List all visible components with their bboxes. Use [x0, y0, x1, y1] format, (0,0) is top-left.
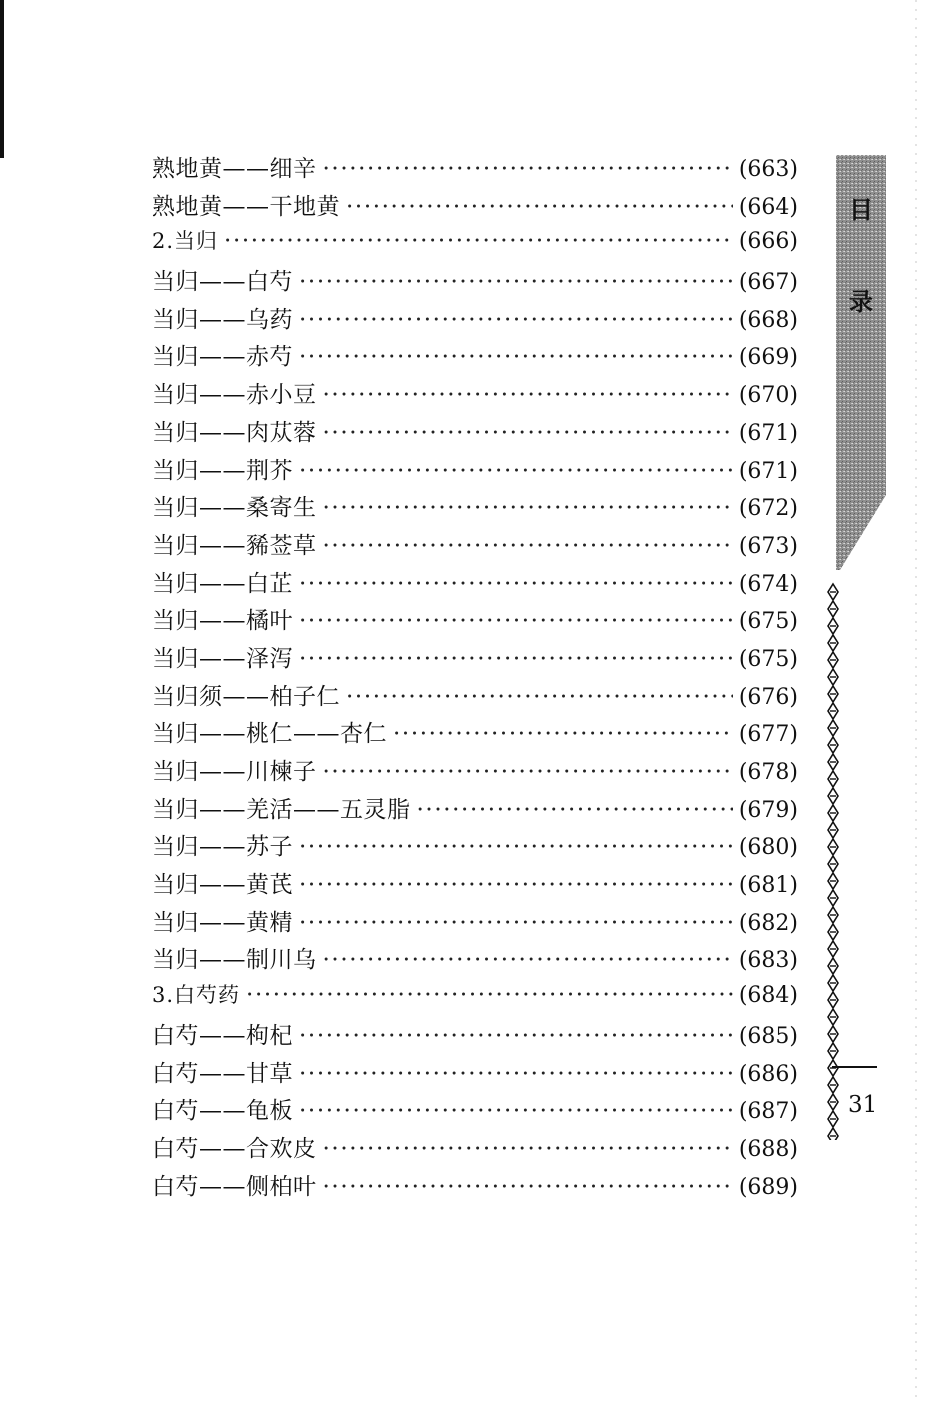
- toc-entry-page: (683): [738, 948, 798, 974]
- dot-leader: [323, 420, 733, 446]
- page-number-rule: [832, 1066, 877, 1068]
- dot-leader: [299, 458, 733, 484]
- toc-entry: [152, 753, 798, 791]
- toc-entry-title: 当归——白芷: [152, 570, 293, 597]
- toc-entry: [152, 791, 798, 829]
- dot-leader: [299, 1061, 733, 1087]
- toc-entry-title: 当归——苏子: [152, 834, 293, 861]
- toc-entry-page: (677): [738, 722, 798, 748]
- dot-leader: [299, 307, 733, 333]
- toc-entry-title: 熟地黄——细辛: [152, 156, 317, 182]
- dot-leader: [299, 1023, 733, 1049]
- toc-entry: [152, 188, 798, 226]
- toc-entry: [152, 904, 798, 942]
- toc-entry-page: (669): [738, 345, 798, 371]
- dot-leader: [299, 910, 733, 936]
- toc-entry-page: (689): [738, 1174, 798, 1200]
- toc-entry: [152, 489, 798, 527]
- toc-entry-title: 当归——黄芪: [152, 872, 293, 899]
- toc-entry: [152, 1168, 798, 1206]
- dot-leader: [323, 759, 733, 785]
- dot-leader: [346, 684, 733, 710]
- toc-entry: [152, 715, 798, 753]
- toc-entry: [152, 301, 798, 339]
- toc-entry: [152, 263, 798, 301]
- toc-entry-page: (675): [738, 609, 798, 635]
- toc-entry: [152, 414, 798, 452]
- toc-entry-page: (685): [738, 1023, 798, 1049]
- toc-entry-page: (671): [738, 420, 798, 446]
- toc-entry-page: (676): [738, 684, 798, 710]
- toc-entry-title: 当归——荆芥: [152, 457, 293, 484]
- left-margin-rule: [0, 0, 4, 158]
- dot-leader: [323, 947, 733, 973]
- toc-entry: [152, 1055, 798, 1093]
- toc-entry-title: 当归——赤芍: [152, 344, 293, 371]
- toc-entry: [152, 678, 798, 716]
- toc-entry: [152, 1017, 798, 1055]
- toc-entry-title: 白芍——龟板: [152, 1098, 293, 1125]
- toc-entry-title: 白芍——枸杞: [152, 1022, 293, 1049]
- toc-entry-page: (667): [738, 270, 798, 296]
- toc-entry-page: (664): [738, 194, 798, 220]
- toc-entry-page: (668): [738, 307, 798, 333]
- dot-leader: [299, 872, 733, 898]
- dot-leader: [323, 156, 733, 182]
- toc-entry-page: (670): [738, 383, 798, 409]
- dot-leader: [299, 269, 733, 295]
- toc-entry-page: (675): [738, 646, 798, 672]
- toc-entry-page: (688): [738, 1136, 798, 1162]
- toc-entry-page: (684): [738, 983, 798, 1009]
- toc-entry-title: 当归——乌药: [152, 306, 293, 333]
- toc-entry-title: 当归须——柏子仁: [152, 683, 340, 710]
- dot-leader: [393, 721, 733, 747]
- side-tab-char-2: 录: [849, 287, 873, 316]
- toc-entry-title: 熟地黄——干地黄: [152, 193, 340, 220]
- toc-entry: [152, 150, 798, 188]
- dot-leader: [323, 1174, 733, 1200]
- dot-leader: [299, 608, 733, 634]
- toc-entry-title: 当归——羌活——五灵脂: [152, 796, 411, 823]
- toc-entry: [152, 941, 798, 979]
- toc-entry-page: (673): [738, 533, 798, 559]
- toc-entry: [152, 338, 798, 376]
- toc-entry: [152, 527, 798, 565]
- scan-edge-noise: [915, 0, 917, 1404]
- toc-entry-page: (663): [738, 157, 798, 182]
- toc-entry-title: 当归——川楝子: [152, 759, 317, 785]
- side-tab-char-1: 目: [849, 195, 873, 224]
- toc-entry-title: 3.白芍药: [152, 983, 241, 1008]
- toc-entry-page: (680): [738, 835, 798, 861]
- dot-leader: [299, 344, 733, 370]
- toc-entry: [152, 1092, 798, 1130]
- toc-entry: [152, 640, 798, 678]
- dot-leader: [346, 194, 733, 220]
- toc-entry-page: (666): [738, 229, 798, 255]
- toc-entry-title: 当归——桃仁——杏仁: [152, 721, 387, 748]
- toc-entry-title: 当归——桑寄生: [152, 495, 317, 522]
- toc-entry-title: 当归——黄精: [152, 909, 293, 936]
- table-of-contents: [152, 150, 798, 1205]
- toc-entry-page: (682): [738, 910, 798, 936]
- dot-leader: [299, 1098, 733, 1124]
- dot-leader: [224, 228, 733, 254]
- toc-entry-title: 当归——橘叶: [152, 608, 293, 635]
- dot-leader: [323, 495, 733, 521]
- toc-entry-page: (687): [738, 1099, 798, 1125]
- toc-entry: [152, 866, 798, 904]
- toc-entry-page: (681): [738, 873, 798, 899]
- toc-entry-page: (674): [738, 571, 798, 597]
- dot-leader: [323, 382, 733, 408]
- dot-leader: [299, 646, 733, 672]
- toc-section-heading: [152, 979, 798, 1017]
- toc-entry-title: 当归——豨莶草: [152, 532, 317, 559]
- toc-entry-page: (679): [738, 797, 798, 823]
- toc-entry: [152, 452, 798, 490]
- dot-leader: [323, 1136, 733, 1162]
- toc-entry-title: 2.当归: [152, 229, 219, 254]
- toc-entry-title: 当归——泽泻: [152, 645, 293, 672]
- dot-leader: [299, 571, 733, 597]
- toc-entry-page: (671): [738, 458, 798, 484]
- toc-entry-title: 当归——肉苁蓉: [152, 419, 317, 446]
- toc-entry-title: 当归——制川乌: [152, 947, 317, 974]
- toc-entry-page: (672): [738, 496, 798, 522]
- dot-leader: [299, 834, 733, 860]
- dot-leader: [246, 982, 733, 1008]
- toc-entry: [152, 565, 798, 603]
- dot-leader: [323, 533, 733, 559]
- toc-entry-page: (686): [738, 1061, 798, 1087]
- toc-entry: [152, 376, 798, 414]
- toc-entry-page: (678): [738, 760, 798, 785]
- toc-entry-title: 白芍——甘草: [152, 1060, 293, 1087]
- toc-section-heading: [152, 225, 798, 263]
- toc-entry: [152, 602, 798, 640]
- toc-entry-title: 白芍——侧柏叶: [152, 1173, 317, 1200]
- toc-entry-title: 白芍——合欢皮: [152, 1135, 317, 1162]
- toc-entry: [152, 828, 798, 866]
- toc-entry-title: 当归——赤小豆: [152, 382, 317, 409]
- dot-leader: [417, 797, 733, 823]
- toc-entry: [152, 1130, 798, 1168]
- decorative-chain-border: [826, 580, 840, 1140]
- page-number: 31: [848, 1092, 878, 1118]
- toc-entry-title: 当归——白芍: [152, 269, 293, 296]
